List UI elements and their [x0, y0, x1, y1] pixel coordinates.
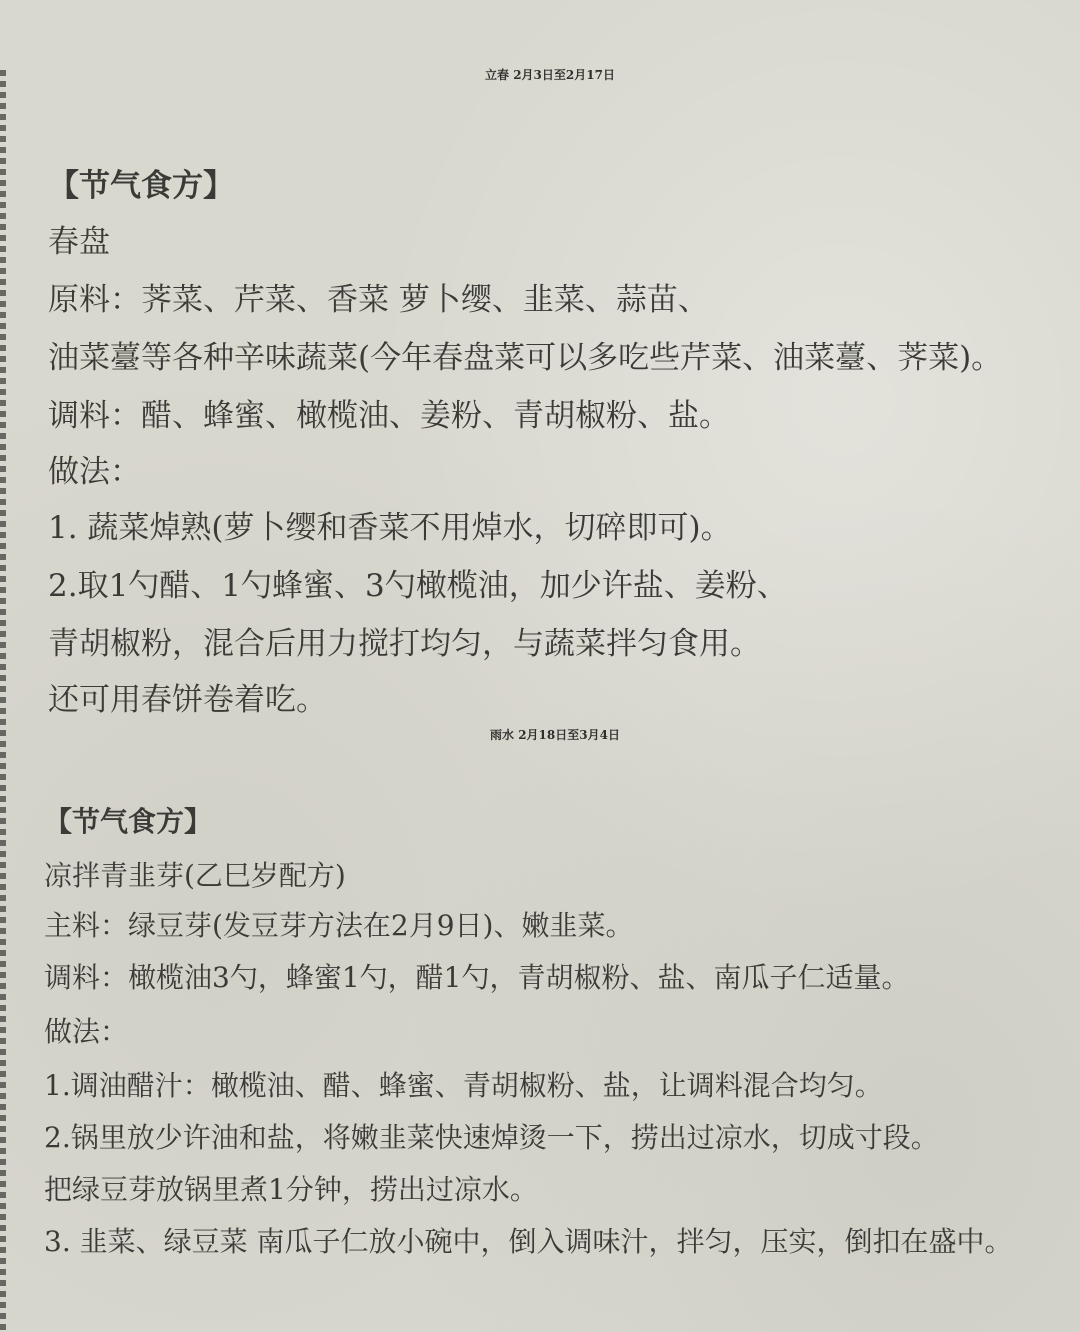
- method-step-2b: 把绿豆芽放锅里煮1分钟，捞出过凉水。: [44, 1173, 538, 1206]
- method-label: 做法：: [48, 454, 141, 490]
- method-step-2b: 青胡椒粉，混合后用力搅打均匀，与蔬菜拌匀食用。: [48, 626, 761, 662]
- section-title-lichun: 立春 2月3日至2月17日: [485, 68, 615, 82]
- section-tag: 【节气食方】: [44, 805, 213, 838]
- method-step-3: 3. 韭菜、绿豆菜 南瓜子仁放小碗中，倒入调味汁，拌匀，压实，倒扣在盛中。: [44, 1225, 1013, 1258]
- main-ingredients-line: 主料：绿豆芽(发豆芽方法在2月9日)、嫩韭菜。: [44, 909, 634, 942]
- perforated-edge: [0, 70, 6, 1332]
- method-step-2a: 2.取1勺醋、1勺蜂蜜、3勺橄榄油，加少许盐、姜粉、: [48, 568, 788, 604]
- ingredients-line-2: 油菜薹等各种辛味蔬菜(今年春盘菜可以多吃些芹菜、油菜薹、荠菜)。: [48, 340, 1003, 376]
- method-step-2a: 2.锅里放少许油和盐，将嫩韭菜快速焯烫一下，捞出过凉水，切成寸段。: [44, 1121, 939, 1154]
- method-label: 做法：: [44, 1015, 129, 1048]
- ingredients-line-1: 原料：荠菜、芹菜、香菜 萝卜缨、韭菜、蒜苗、: [48, 282, 709, 318]
- method-step-1: 1. 蔬菜焯熟(萝卜缨和香菜不用焯水，切碎即可)。: [48, 510, 732, 546]
- method-step-2c: 还可用春饼卷着吃。: [48, 682, 327, 718]
- dish-name: 春盘: [48, 224, 110, 260]
- section-tag: 【节气食方】: [48, 168, 234, 204]
- method-step-1: 1.调油醋汁：橄榄油、醋、蜂蜜、青胡椒粉、盐，让调料混合均匀。: [44, 1069, 883, 1102]
- dish-name: 凉拌青韭芽(乙巳岁配方): [44, 859, 346, 892]
- seasoning-line: 调料：醋、蜂蜜、橄榄油、姜粉、青胡椒粉、盐。: [48, 398, 730, 434]
- seasoning-line: 调料：橄榄油3勺，蜂蜜1勺，醋1勺，青胡椒粉、盐、南瓜子仁适量。: [44, 961, 910, 994]
- section-title-yushui: 雨水 2月18日至3月4日: [490, 728, 620, 742]
